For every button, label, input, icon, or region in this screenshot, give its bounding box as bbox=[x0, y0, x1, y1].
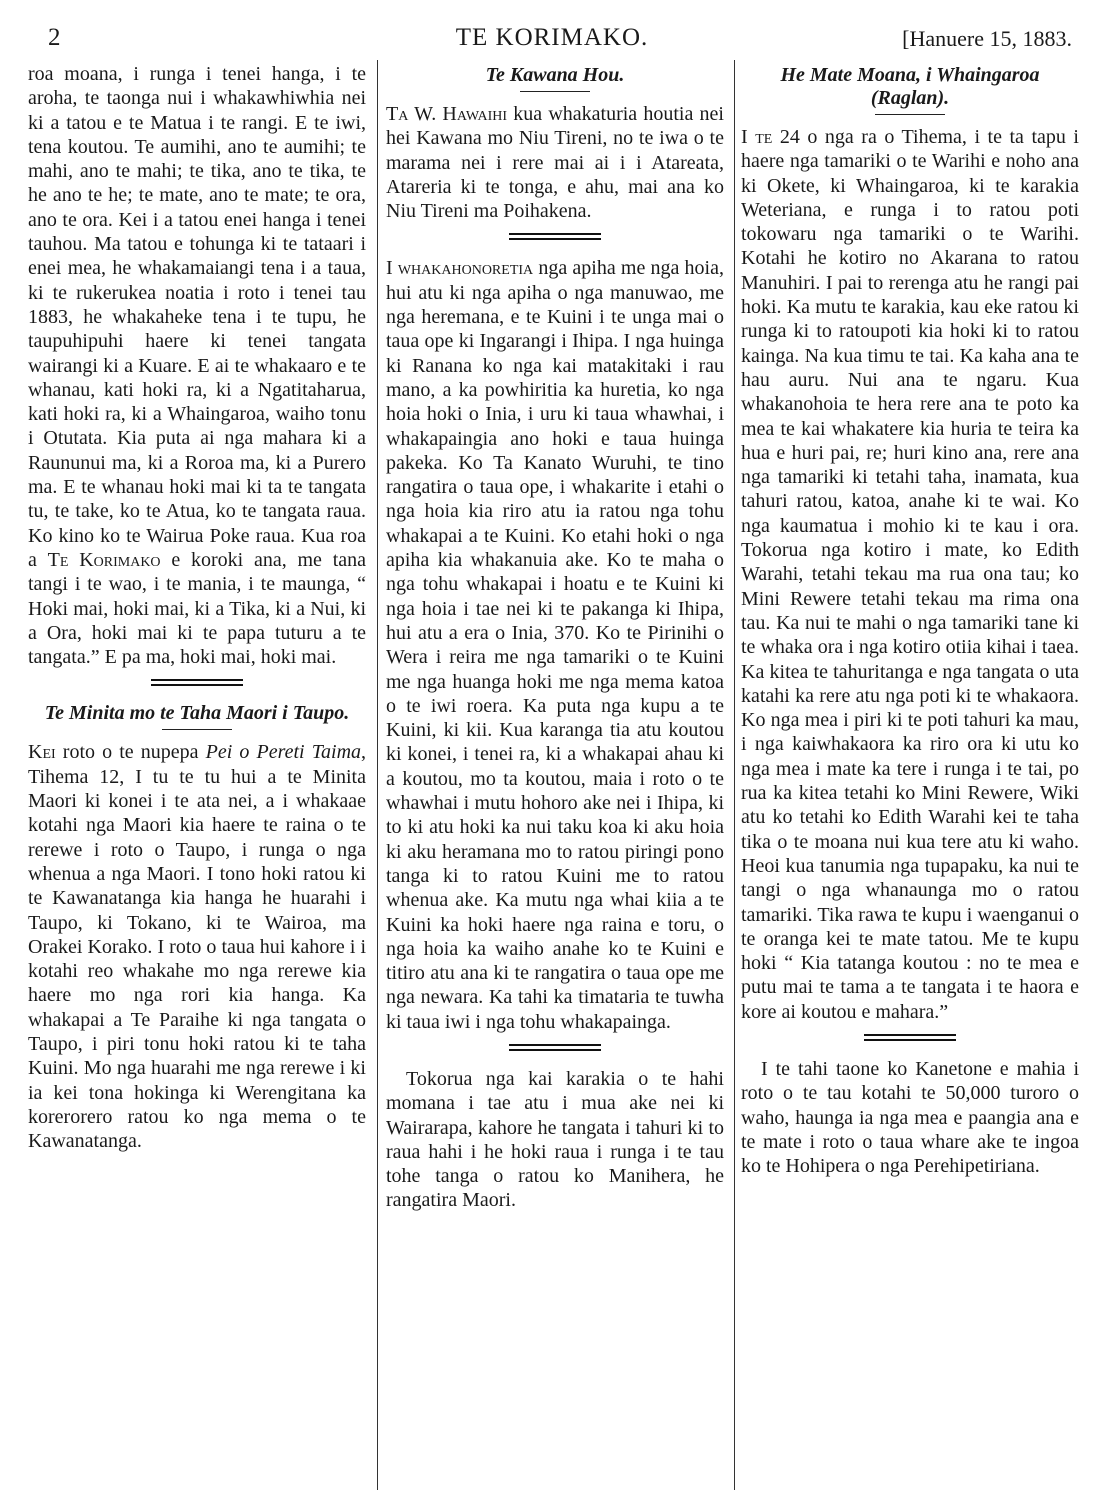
paper-name: Pei o Pereti Taima bbox=[205, 741, 362, 764]
heading-rule bbox=[875, 114, 945, 115]
lead-in: Ta W. Hawaihi bbox=[386, 103, 508, 125]
article-heading: Te Kawana Hou. bbox=[485, 64, 625, 86]
paragraph-text: e koroki ana, me tana tangi i te wao, i te mania, i te maunga, “ Hoki mai, hoki mai, ki a Tika, ki a Nui, ki a Ora, hoki mai ki te papa tuturu a te tangata.” E pa ma, hoki mai, hoki mai. bbox=[28, 548, 367, 669]
column-3 bbox=[741, 62, 1079, 1492]
article-heading: He Mate Moana, i Whaingaroa (Raglan). bbox=[780, 64, 1040, 109]
article-paragraph bbox=[386, 102, 724, 223]
column-2 bbox=[386, 62, 724, 1492]
section-divider bbox=[509, 233, 601, 240]
lead-in: I te bbox=[741, 126, 773, 148]
paragraph-text: roa moana, i runga i tenei hanga, i te aroha, te taonga nui i whakawhiwhia nei ki a tatou e te Matua i te rangi. E te iwi, tena koutou. Te aumihi, ano te aumihi; te mahi, ano te mahi; te tika, ano te tika, te he ano te he; te mate, ano te mate; te ora, ano te ora. Kei i a tatou enei hanga i tenei tauhou. Ma tatou e tohunga ki te tataari i enei mea, he whakamaiangi tena i a taua, ki te rukerukea noatia i roto i tenei tau 1883, he whakaheke tena i te tupu, he taupuhipuhi haere ki tenei tangata wairangi ki a Kuare. E ai te whakaaro e te whanau, kati hoki ra, ki a Ngatitaharua, kati hoki ra, ki a Whaingaroa, waiho tonu i Otutata. Kia puta ai nga mahara ki a Raununui ma, ki a Roroa ma, ki a Purero ma. E te whanau hoki mai ki ta te tangata tu, te take, ko te Atua, ko te tangata raua. Ko kino ko te Wairua Poke raua. Kua roa a bbox=[28, 63, 366, 571]
paragraph-text: kua whakaturia houtia nei hei Kawana mo Niu Tireni, no te iwa o te marama nei i rere mai ai i i Atareata, Atareria ki te tonga, e ahu, mai ana ko Niu Tireni ma Poihakena. bbox=[386, 103, 724, 223]
article-paragraph bbox=[28, 62, 366, 669]
newspaper-title: TE KORIMAKO. bbox=[455, 24, 649, 51]
page-header bbox=[26, 22, 1078, 58]
section-divider bbox=[509, 1044, 601, 1051]
column-divider bbox=[377, 60, 378, 1490]
heading-rule bbox=[162, 729, 232, 730]
column-divider bbox=[734, 60, 735, 1490]
heading-rule bbox=[520, 91, 590, 92]
article-paragraph: Tokorua nga kai karakia o te hahi momana i tae atu i mua ake nei ki Wairarapa, kahore he tangata i tahuri ki to raua hahi i he hoki raua i runga i te tau tohe tanga o ratou ko Manihera, he rangatira Maori. bbox=[386, 1067, 724, 1212]
issue-date: [Hanuere 15, 1883. bbox=[902, 26, 1072, 51]
article-paragraph bbox=[386, 256, 724, 1034]
lead-in: Kei bbox=[28, 741, 56, 764]
article-paragraph bbox=[741, 125, 1079, 1024]
paragraph-text: 24 o nga ra o Tihema, i te ta tapu i haere nga tamariki o te Warihi e noho ana ki Okete, ki Whaingaroa, ki te karakia Weteriana, e runga i to ratou poti tokowaru nga tamariki o te Warihi. Kotahi he kotiro no Akarana to ratou Manuhiri. I pai to rerenga atu he rangi pai hoki. Ka mutu te karakia, kau eke ratou ki runga ki to ratoupoti kia hoki ki to ratou kainga. Na kua timu te tai. Ka kaha ana te hau auru. Nui ana te ngaru. Kua whakanohoia te hera rere ana te poto ka mea te kai whakatere kia huria te teira ka hua e huri pai, re; huri kino ana, rere ana nga tamariki ki tetahi taha, inamata, kua tahuri ratou, katoa, anahe ki te wai. Ko nga kaumatua i mohio ki te kau i ora. Tokorua nga kotiro i mate, ko Edith Warahi, tetahi tekau ma rua ona tau; ko Mini Rewere tetahi tekau ma rima ona tau. Ka nui te mahi o nga tamariki tane ki te whaka ora i nga kotiro otiia kihai i taea. Ka kitea te tahuritanga e nga tangata o uta katahi ka rere atu nga poti ki te whakaora. Ko nga mea i piri ki te poti tahuri ka mau, i nga kaiwhakaora ka riro ora ki utu ko nga mea i mate ka tere i runga i te tai, po rua ka kitea tetahi ko Mini Rewere, Wiki atu ko tetahi ko Edith Warahi kei te taha tika o te moana nui kua tere atu ki waho. Heoi kua tanumia nga tupapaku, ka nui te tangi o nga whanaunga mo o ratou tamariki. Tika rawa te kupu i waenganui o te oranga kei te mate tatou. Me te kupu hoki “ Kia tatanga koutou : no te mea e putu mai te tama a te tangata i te haora e kore ai koutou e mahara.” bbox=[741, 126, 1079, 1023]
column-1 bbox=[28, 62, 366, 1492]
article-heading: Te Minita mo te Taha Maori i Taupo. bbox=[44, 702, 350, 725]
section-divider bbox=[864, 1034, 956, 1041]
paragraph-text: roto o te nupepa bbox=[55, 741, 206, 764]
article-paragraph: I te tahi taone ko Kanetone e mahia i roto o te tau kotahi te 50,000 turoro o waho, haunga ia nga mea e paangia ana e te mate i roto o taua whare ake te ingoa ko te Hohipera o nga Perehipetiriana. bbox=[741, 1057, 1079, 1178]
paper-name: Te Korimako bbox=[47, 548, 161, 571]
page-number: 2 bbox=[48, 24, 61, 51]
lead-in: I whakahonoretia bbox=[386, 257, 534, 280]
paragraph-text: nga apiha me nga hoia, hui atu ki nga apiha o nga manuwao, me nga heremana, e te Kuini i te unga mai o taua ope ki Ingarangi i Ihipa. I nga huinga ki Ranana ko nga kai matakitaki i rau mano, a ka powhiritia ka huretia, ko nga hoia hoki o Inia, i uru ki taua whawhai, i whakapaingia ano hoki e taua huinga pakeka. Ko Ta Kanato Wuruhi, te tino rangatira o taua ope, i whakarite i etahi o nga hoia kia riro atu ia ratou nga tohu whakapai a te Kuini. Ko etahi hoki o nga apiha kia whakanuia ake. Ko te maha o nga tohu whakapai i hoatu e te Kuini ki nga hoia i tae nei ki te pakanga ki Ihipa, hui atu a era o Inia, 370. Ko te Pirinihi o Wera i reira me nga tamariki o te Kuini me nga huanga hoki me nga mema katoa o te iwi roera. Ka puta nga kupu a te Kuini, ki kii. Kua karanga tia atu koutou ki konei, i tenei ra, ki a whakapai ahau ki a koutou, mo ta koutou, maia i roto o te whawhai i mutu hohoro ake nei i Ihipa, ki to ki atu hoki ka nui taku koa ki aku hoia ki aku heramana mo to ratou piringi pono tanga ki to ratou Kuini me to ratou whenua ake. Ka mutu nga whai kiia a te Kuini ka hoki haere nga raina e toru, o nga hoia ka waiho anahe ko te Kuini e titiro atu ana ki te rangatira o taua ope me nga newara. Ka tahi ka timataria te tuwha ki taua iwi i nga tohu whakapainga. bbox=[386, 257, 724, 1033]
article-paragraph bbox=[28, 740, 366, 1153]
section-divider bbox=[151, 679, 243, 686]
paragraph-text: , Tihema 12, I tu te tu hui a te Minita Maori ki konei i te ata nei, a i whakaae kotahi nga Maori kia haere te raina o te rerewe i roto o Taupo, i runga o nga whenua a nga Maori. I tono hoki ratou ki te Kawanatanga kia hanga he huarahi i Taupo, ki Tokano, ki te Wairoa, ma Orakei Korako. I roto o taua hui kahore i i kotahi reo whakahe mo nga rerewe kia haere mo nga rori kia hanga. Ka whakapai a Te Paraihe ki nga tangata o Taupo, i piri tonu hoki ratou ki te taha Kuini. Mo nga huarahi me nga rerewe i ki ia kei tona hokinga ki Werengitana ka korerorero ratou ko nga mema o te Kawanatanga. bbox=[28, 741, 367, 1153]
